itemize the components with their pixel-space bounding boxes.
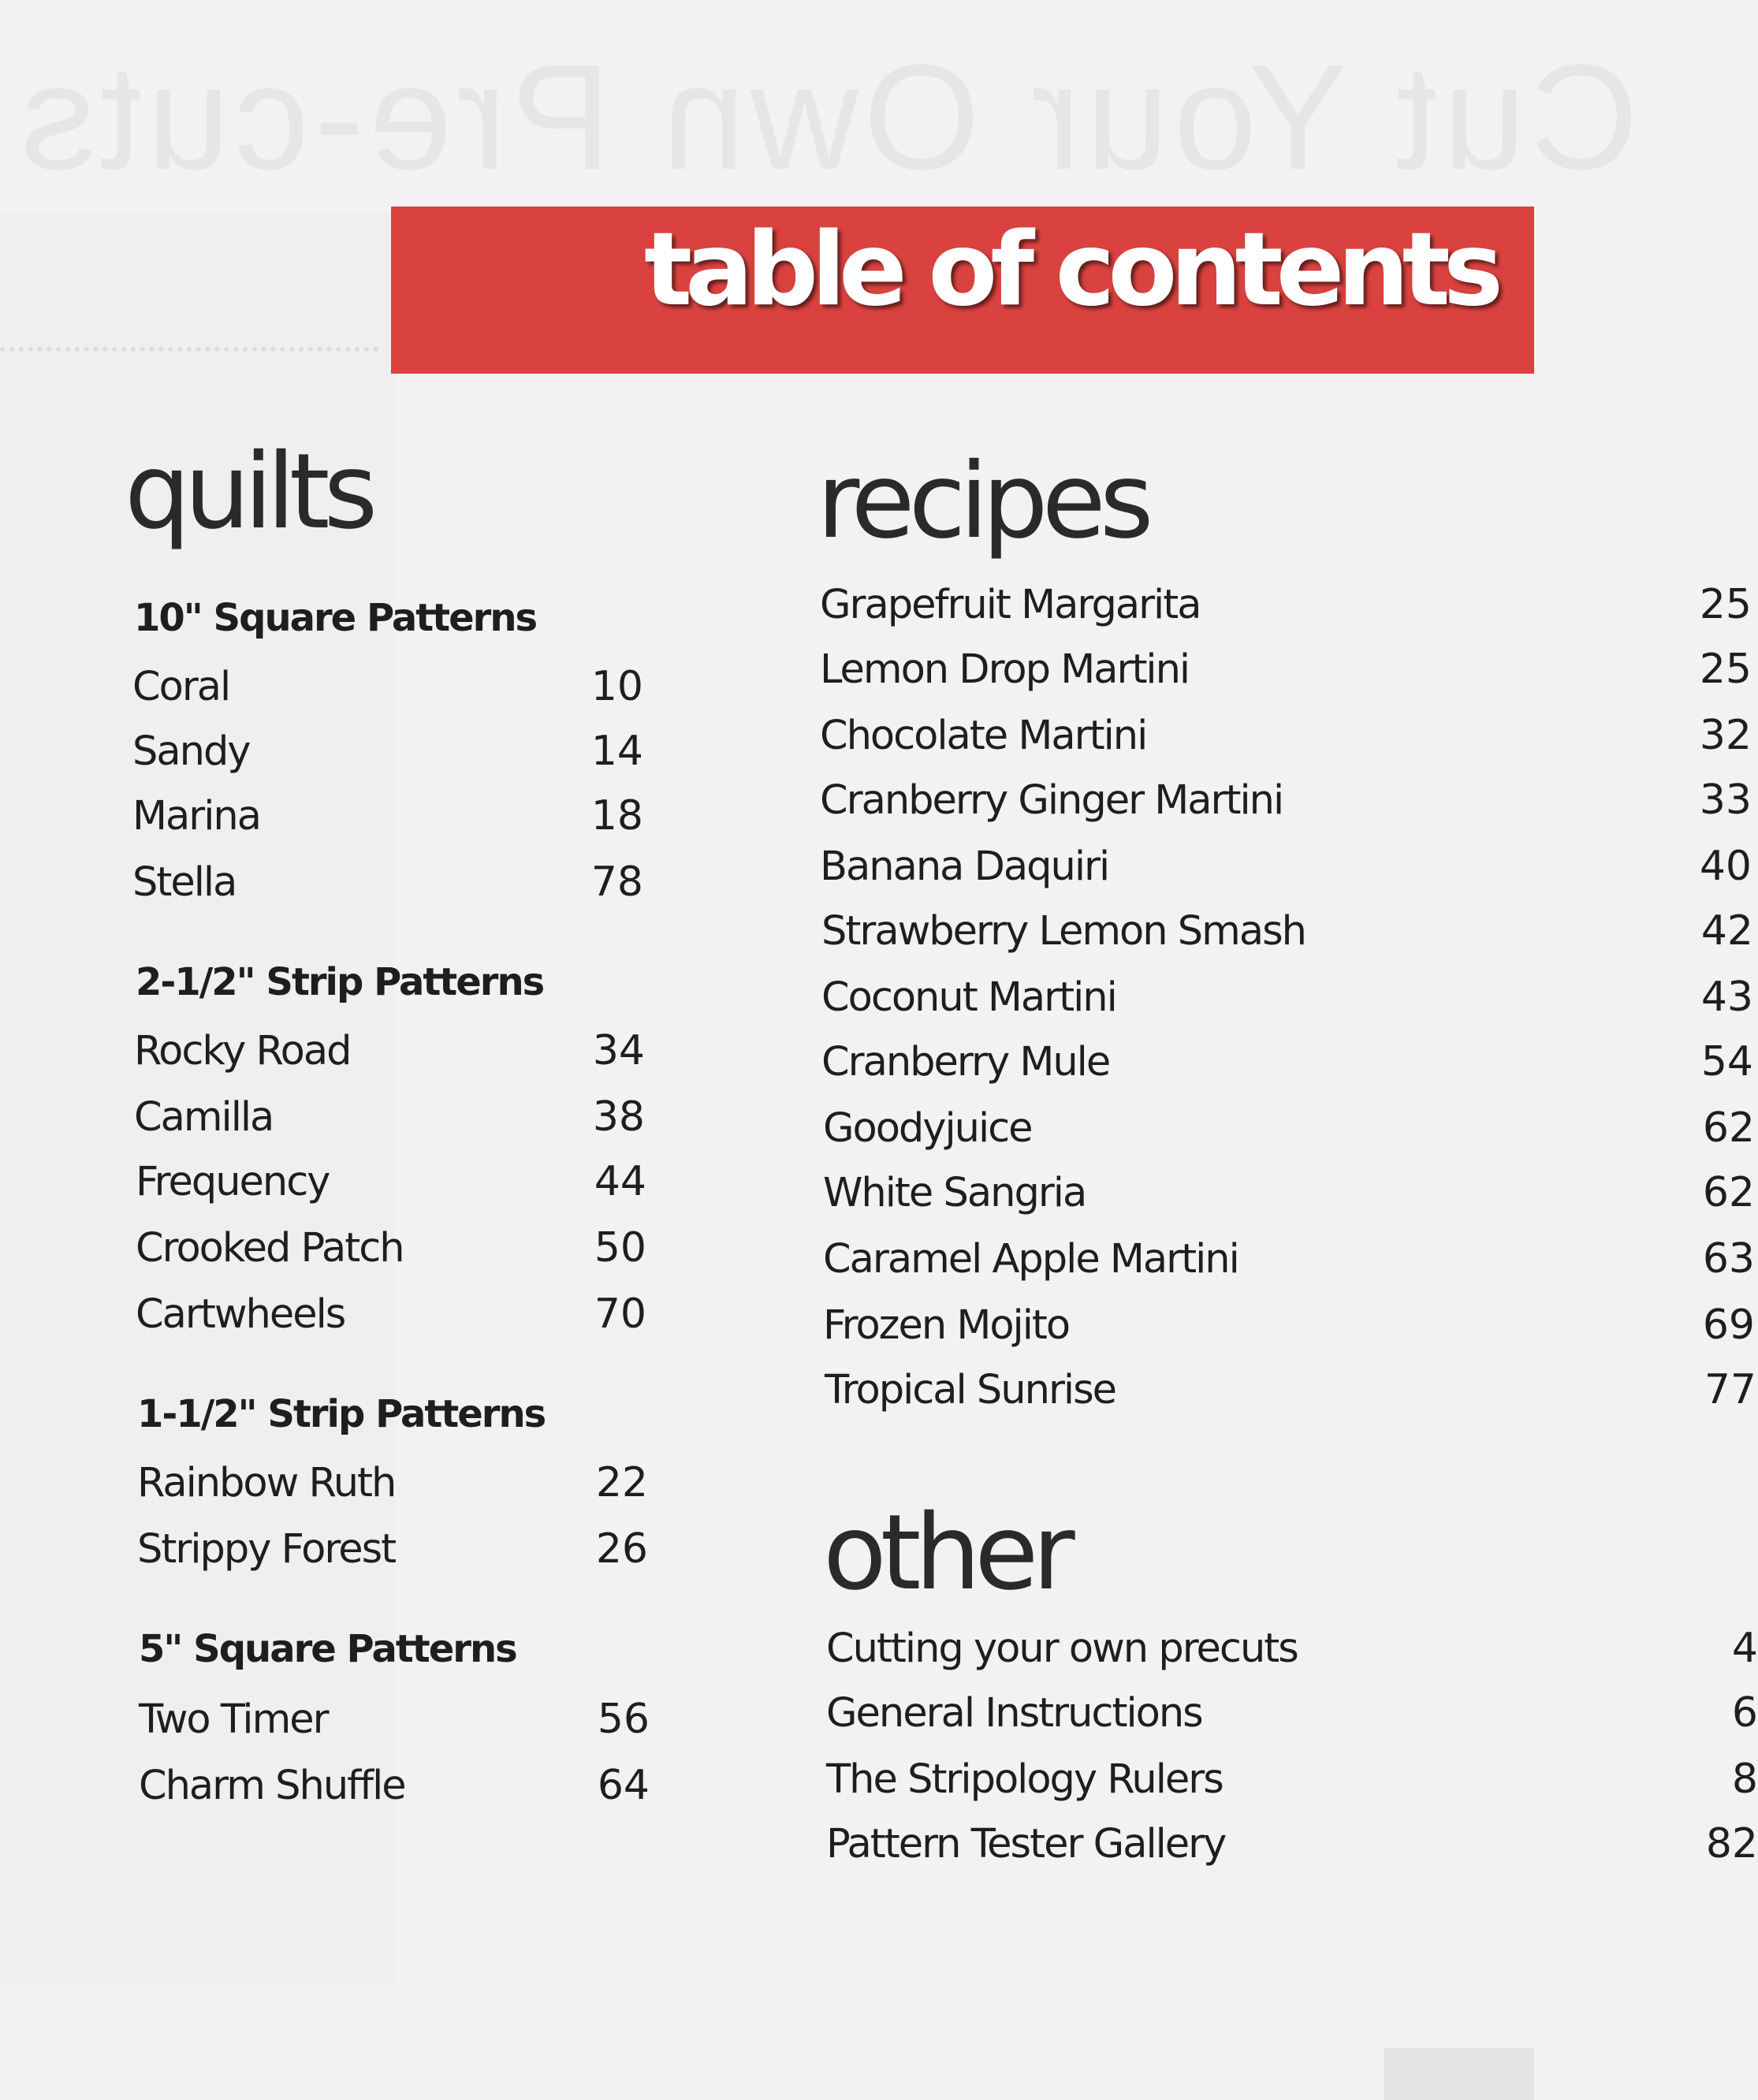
entry-page: 18 (590, 792, 643, 840)
toc-entry[interactable] (820, 708, 1752, 763)
entry-page: 70 (594, 1290, 646, 1338)
entry-page: 8 (1731, 1756, 1758, 1803)
decorative-dotted-line (0, 347, 378, 352)
toc-entry[interactable] (136, 1154, 646, 1209)
entry-page: 69 (1702, 1301, 1755, 1349)
toc-entry[interactable] (136, 1220, 646, 1275)
toc-entry[interactable] (826, 1816, 1758, 1871)
entry-page: 10 (590, 663, 643, 710)
entry-page: 54 (1700, 1038, 1753, 1085)
toc-entry[interactable] (823, 1165, 1755, 1220)
entry-page: 56 (597, 1696, 650, 1743)
toc-entry[interactable] (821, 1034, 1753, 1089)
entry-page: 77 (1704, 1366, 1756, 1413)
entry-name: Charm Shuffle (139, 1762, 405, 1809)
toc-entry[interactable] (823, 1298, 1755, 1353)
group-heading: 2-1/2" Strip Patterns (136, 960, 544, 1004)
section-title-quilts: quilts (125, 431, 372, 553)
entry-name: Lemon Drop Martini (820, 646, 1190, 693)
entry-name: General Instructions (826, 1689, 1202, 1737)
page-corner-shade (1384, 2048, 1534, 2100)
entry-name: Chocolate Martini (820, 712, 1147, 759)
toc-entry[interactable] (826, 1685, 1758, 1741)
entry-page: 26 (595, 1525, 648, 1573)
toc-entry[interactable] (139, 1758, 650, 1813)
toc-entry[interactable] (820, 839, 1752, 894)
toc-entry[interactable] (137, 1521, 648, 1577)
entry-name: Goodyjuice (823, 1104, 1032, 1152)
entry-page: 62 (1702, 1169, 1755, 1216)
entry-name: Coral (132, 663, 230, 710)
entry-name: Camilla (134, 1093, 274, 1141)
entry-name: Rocky Road (134, 1027, 351, 1074)
entry-page: 32 (1699, 712, 1752, 759)
entry-name: The Stripology Rulers (826, 1756, 1223, 1803)
toc-entry[interactable] (823, 1100, 1755, 1156)
entry-name: Tropical Sunrise (825, 1366, 1116, 1413)
toc-entry[interactable] (139, 1692, 650, 1747)
entry-page: 34 (592, 1027, 645, 1074)
entry-page: 44 (594, 1158, 646, 1205)
toc-entry[interactable] (137, 1455, 648, 1510)
toc-entry[interactable] (826, 1621, 1758, 1676)
entry-page: 38 (592, 1093, 645, 1141)
toc-entry[interactable] (132, 855, 643, 910)
toc-entry[interactable] (820, 577, 1752, 632)
toc-entry[interactable] (136, 1286, 646, 1342)
toc-entry[interactable] (823, 1231, 1755, 1286)
entry-name: Frozen Mojito (823, 1301, 1070, 1349)
entry-page: 42 (1700, 907, 1753, 955)
entry-name: White Sangria (823, 1169, 1086, 1216)
entry-name: Crooked Patch (136, 1224, 404, 1272)
entry-name: Banana Daquiri (820, 843, 1109, 890)
toc-entry[interactable] (825, 1362, 1756, 1417)
entry-name: Strawberry Lemon Smash (821, 907, 1305, 955)
entry-page: 50 (594, 1224, 646, 1272)
entry-page: 22 (595, 1459, 648, 1506)
toc-entry[interactable] (820, 773, 1752, 828)
entry-name: Caramel Apple Martini (823, 1235, 1238, 1283)
entry-name: Coconut Martini (821, 974, 1116, 1021)
entry-name: Grapefruit Margarita (820, 581, 1201, 628)
entry-name: Marina (132, 792, 260, 840)
entry-page: 25 (1699, 581, 1752, 628)
bleed-through-text: Cut Your Own Pre-cuts (16, 34, 1639, 201)
section-title-recipes: recipes (817, 441, 1148, 562)
toc-entry[interactable] (132, 659, 643, 714)
entry-name: Two Timer (139, 1696, 328, 1743)
group-heading: 10" Square Patterns (134, 596, 537, 640)
group-heading: 1-1/2" Strip Patterns (137, 1392, 546, 1436)
entry-page: 62 (1702, 1104, 1755, 1152)
toc-entry[interactable] (821, 903, 1753, 959)
entry-page: 33 (1699, 776, 1752, 824)
entry-page: 43 (1700, 974, 1753, 1021)
entry-page: 4 (1731, 1625, 1758, 1672)
entry-name: Strippy Forest (137, 1525, 396, 1573)
entry-page: 40 (1699, 843, 1752, 890)
toc-entry[interactable] (821, 970, 1753, 1025)
toc-entry[interactable] (826, 1752, 1758, 1807)
toc-entry[interactable] (134, 1089, 645, 1145)
toc-entry[interactable] (132, 788, 643, 843)
section-title-other: other (823, 1492, 1069, 1614)
entry-page: 6 (1731, 1689, 1758, 1737)
entry-name: Frequency (136, 1158, 330, 1205)
group-heading: 5" Square Patterns (139, 1627, 516, 1671)
toc-entry[interactable] (134, 1023, 645, 1078)
entry-name: Cranberry Mule (821, 1038, 1110, 1085)
entry-page: 64 (597, 1762, 650, 1809)
entry-name: Cranberry Ginger Martini (820, 776, 1283, 824)
entry-name: Sandy (132, 728, 250, 775)
entry-name: Cutting your own precuts (826, 1625, 1298, 1672)
entry-page: 78 (590, 858, 643, 906)
entry-name: Stella (132, 858, 237, 906)
entry-name: Rainbow Ruth (137, 1459, 396, 1506)
toc-entry[interactable] (132, 724, 643, 779)
entry-page: 14 (590, 728, 643, 775)
entry-page: 82 (1705, 1820, 1758, 1867)
entry-page: 25 (1699, 646, 1752, 693)
toc-entry[interactable] (820, 642, 1752, 697)
page-title: table of contents (643, 211, 1496, 329)
entry-page: 63 (1702, 1235, 1755, 1283)
entry-name: Cartwheels (136, 1290, 345, 1338)
entry-name: Pattern Tester Gallery (826, 1820, 1226, 1867)
